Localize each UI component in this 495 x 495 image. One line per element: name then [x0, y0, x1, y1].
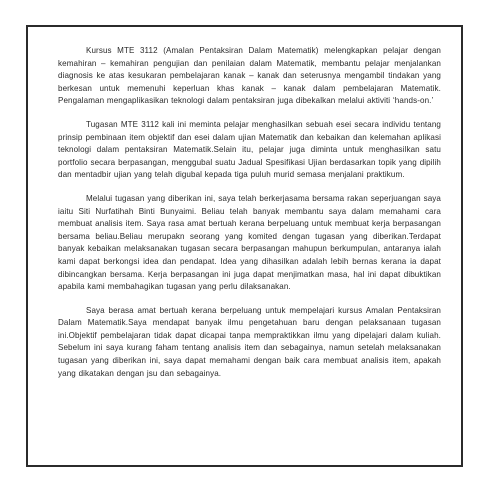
document-body	[58, 45, 441, 391]
paragraph-1: Kursus MTE 3112 (Amalan Pentaksiran Dalam Matematik) melengkapkan pelajar dengan kemahiran – kemahiran pengujian dan penilaian dalam Matematik, membantu pelajar menjalankan diagnosis ke atas kesukaran pembelajaran kanak – kanak dan seterusnya mengambil tindakan yang berkesan untuk memenuhi keperluan khas kanak – kanak dalam pembelajaran Matematik. Pengalaman mengaplikasikan teknologi dalam pentaksiran juga dibekalkan melalui aktiviti ‘hands-on.’	[58, 46, 441, 106]
paragraph-3: Melalui tugasan yang diberikan ini, saya telah berkerjasama bersama rakan seperjuangan saya iaitu Siti Nurfatihah Binti Bunyaimi. Beliau telah banyak membantu saya dalam memahami cara membuat analisis item. Saya rasa amat bertuah kerana berpeluang untuk membuat kerja berpasangan bersama beliau.Beliau merupakn seorang yang komited dengan tugasan yang diberikan.Terdapat banyak kebaikan melaksanakan tugasan secara berpasangan mahupun berkumpulan, antaranya ialah kami dapat berkongsi idea dan pendapat. Idea yang dihasilkan adalah lebih bernas kerana ia dapat dibincangkan bersama. Kerja berpasangan ini juga dapat menjimatkan masa, hal ini dapat dibuktikan apabila kami membahagikan tugasan yang perlu dilaksanakan.	[58, 193, 441, 292]
paragraph-4: Saya berasa amat bertuah kerana berpeluang untuk mempelajari kursus Amalan Pentaksiran Dalam Matematik.Saya mendapat banyak ilmu pengetahuan baru dengan pelaksanaan tugasan ini.Objektif pembelajaran tidak dapat dicapai tanpa mempraktikkan ilmu yang dipelajari dalam kuliah. Sebelum ini saya kurang faham tentang analisis item dan sebagainya, namun setelah melaksanakan tugasan yang diberikan ini, saya dapat memahami dengan baik cara membuat analisis item, apakah yang dikatakan dengan jsu dan sebagainya.	[58, 305, 441, 378]
paragraph-2: Tugasan MTE 3112 kali ini meminta pelajar menghasilkan sebuah esei secara individu tentang prinsip pembinaan item objektif dan esei dalam ujian Matematik dan kebaikan dan kelemahan aplikasi teknologi dalam pentaksiran Matematik.Selain itu, pelajar juga diminta untuk menghasilkan satu portfolio secara berpasangan, menggubal suatu Jadual Spesifikasi Ujian berdasarkan topik yang dipilih dan mentadbir ujian yang telah digubal kepada tiga puluh murid semasa menjalani praktikum.	[58, 119, 441, 180]
document-page	[26, 25, 463, 467]
